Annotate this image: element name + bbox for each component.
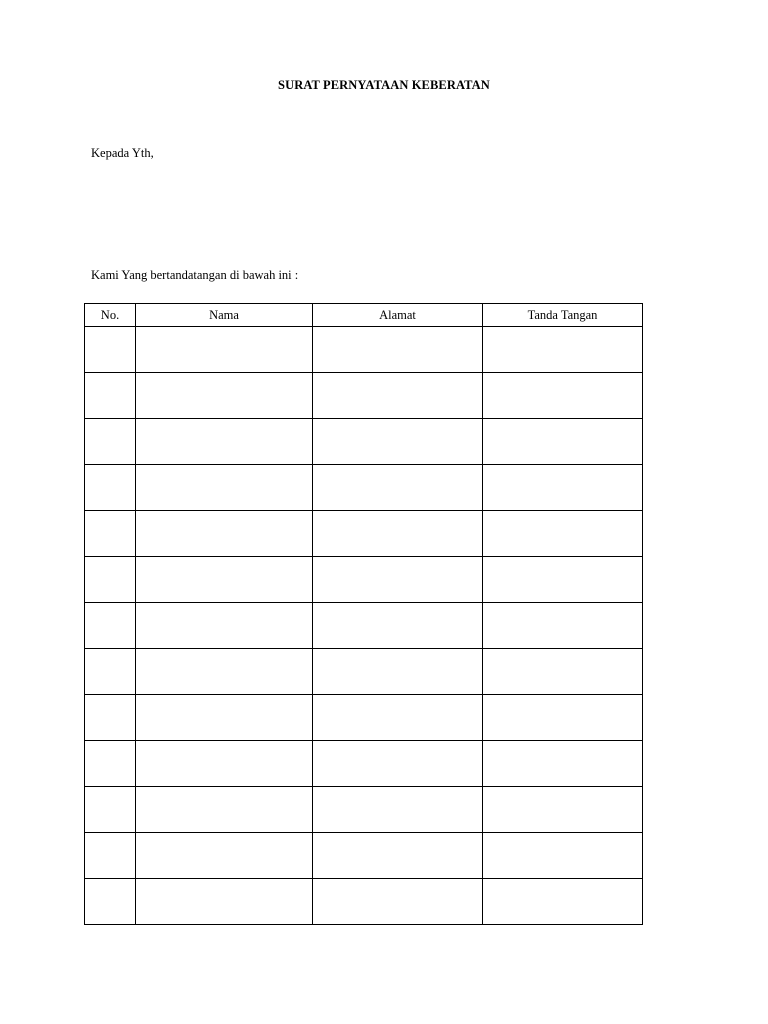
table-row xyxy=(85,741,643,787)
cell-tanda-tangan xyxy=(483,787,643,833)
cell-nama xyxy=(136,649,313,695)
table-row xyxy=(85,419,643,465)
cell-no xyxy=(85,787,136,833)
cell-nama xyxy=(136,511,313,557)
header-nama: Nama xyxy=(136,304,313,327)
cell-nama xyxy=(136,833,313,879)
cell-nama xyxy=(136,557,313,603)
table-row xyxy=(85,649,643,695)
cell-alamat xyxy=(313,419,483,465)
cell-no xyxy=(85,649,136,695)
cell-no xyxy=(85,879,136,925)
table-row xyxy=(85,373,643,419)
cell-alamat xyxy=(313,603,483,649)
cell-no xyxy=(85,741,136,787)
cell-alamat xyxy=(313,695,483,741)
table-header-row xyxy=(85,304,643,327)
cell-nama xyxy=(136,603,313,649)
document-title: SURAT PERNYATAAN KEBERATAN xyxy=(278,78,490,92)
cell-alamat xyxy=(313,649,483,695)
cell-alamat xyxy=(313,787,483,833)
cell-alamat xyxy=(313,465,483,511)
cell-alamat xyxy=(313,373,483,419)
cell-tanda-tangan xyxy=(483,419,643,465)
cell-tanda-tangan xyxy=(483,879,643,925)
cell-tanda-tangan xyxy=(483,695,643,741)
cell-nama xyxy=(136,373,313,419)
cell-alamat xyxy=(313,741,483,787)
cell-tanda-tangan xyxy=(483,557,643,603)
cell-tanda-tangan xyxy=(483,327,643,373)
cell-alamat xyxy=(313,327,483,373)
cell-nama xyxy=(136,327,313,373)
cell-no xyxy=(85,603,136,649)
header-tanda-tangan: Tanda Tangan xyxy=(483,304,643,327)
cell-tanda-tangan xyxy=(483,373,643,419)
table-row xyxy=(85,879,643,925)
cell-nama xyxy=(136,879,313,925)
cell-no xyxy=(85,695,136,741)
table-row xyxy=(85,787,643,833)
cell-no xyxy=(85,833,136,879)
cell-no xyxy=(85,557,136,603)
table-row xyxy=(85,511,643,557)
cell-nama xyxy=(136,787,313,833)
cell-no xyxy=(85,465,136,511)
cell-tanda-tangan xyxy=(483,649,643,695)
cell-tanda-tangan xyxy=(483,465,643,511)
table-row xyxy=(85,465,643,511)
salutation-text: Kepada Yth, xyxy=(91,146,154,160)
cell-tanda-tangan xyxy=(483,511,643,557)
cell-no xyxy=(85,327,136,373)
cell-alamat xyxy=(313,557,483,603)
cell-alamat xyxy=(313,833,483,879)
intro-text: Kami Yang bertandatangan di bawah ini : xyxy=(91,268,299,282)
header-no: No. xyxy=(85,304,136,327)
table-row xyxy=(85,557,643,603)
cell-no xyxy=(85,373,136,419)
cell-no xyxy=(85,511,136,557)
cell-nama xyxy=(136,695,313,741)
signature-table xyxy=(84,303,643,925)
cell-nama xyxy=(136,419,313,465)
table-row xyxy=(85,695,643,741)
cell-alamat xyxy=(313,511,483,557)
header-alamat: Alamat xyxy=(313,304,483,327)
cell-nama xyxy=(136,741,313,787)
cell-tanda-tangan xyxy=(483,741,643,787)
cell-alamat xyxy=(313,879,483,925)
table-row xyxy=(85,833,643,879)
table-row xyxy=(85,603,643,649)
cell-tanda-tangan xyxy=(483,833,643,879)
cell-tanda-tangan xyxy=(483,603,643,649)
table-body xyxy=(85,327,643,925)
cell-nama xyxy=(136,465,313,511)
table-row xyxy=(85,327,643,373)
cell-no xyxy=(85,419,136,465)
